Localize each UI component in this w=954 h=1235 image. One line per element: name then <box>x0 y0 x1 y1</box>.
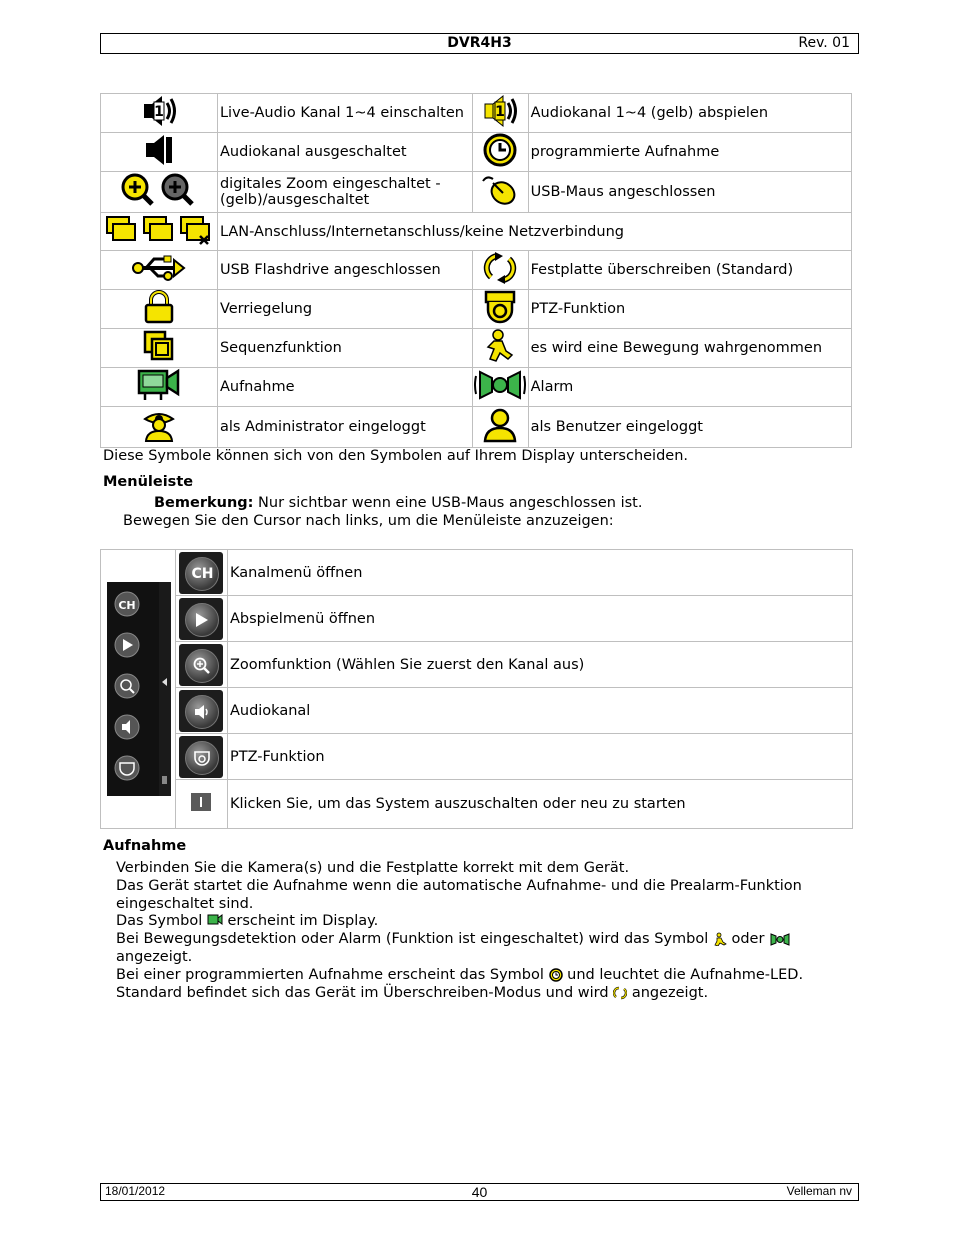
table-row <box>101 251 852 290</box>
icon-label: als Administrator eingeloggt <box>217 407 472 448</box>
icon-label: als Benutzer eingeloggt <box>528 407 851 448</box>
menu-item-label: Kanalmenü öffnen <box>227 550 852 596</box>
icon-label: programmierte Aufnahme <box>528 133 851 172</box>
overwrite-icon <box>472 251 528 290</box>
zoom-icon <box>101 172 218 213</box>
table-row <box>101 734 853 780</box>
table-row <box>101 550 853 596</box>
icon-label: USB Flashdrive angeschlossen <box>217 251 472 290</box>
table-row <box>101 172 852 213</box>
revision-label: Rev. 01 <box>798 35 850 51</box>
text-part: Standard befindet sich das Gerät im Überschreiben-Modus und wird <box>116 985 614 1001</box>
speaker-icon <box>185 695 219 729</box>
table-row <box>101 213 852 251</box>
menu-item-label: Abspielmenü öffnen <box>227 596 852 642</box>
menu-item-label: Zoomfunktion (Wählen Sie zuerst den Kanal aus) <box>227 642 852 688</box>
menu-remark <box>154 495 642 511</box>
menu-item-label: Klicken Sie, um das System auszuschalten oder neu zu starten <box>227 780 852 829</box>
text-part: erscheint im Display. <box>222 913 379 929</box>
icon-label: digitales Zoom eingeschaltet - (gelb)/ausgeschaltet <box>217 172 472 213</box>
menu-item-label: PTZ-Funktion <box>227 734 852 780</box>
text-part: oder <box>726 931 770 947</box>
alarm-icon <box>769 933 791 946</box>
footer-date: 18/01/2012 <box>105 1184 166 1198</box>
record-line: angezeigt. <box>116 949 193 965</box>
table-row <box>101 780 853 829</box>
table-row <box>101 688 853 734</box>
power-button[interactable] <box>175 780 227 829</box>
icon-label: Aufnahme <box>217 368 472 407</box>
table-row <box>101 133 852 172</box>
footer-company: Velleman nv <box>786 1184 852 1198</box>
admin-icon <box>101 407 218 448</box>
zoom-in-icon <box>185 649 219 683</box>
play-icon <box>185 603 219 637</box>
power-icon <box>191 793 211 811</box>
svg-text:1: 1 <box>495 104 505 120</box>
icon-label: USB-Maus angeschlossen <box>528 172 851 213</box>
record-line: Verbinden Sie die Kamera(s) und die Festplatte korrekt mit dem Gerät. <box>116 860 630 876</box>
icon-label: es wird eine Bewegung wahrgenommen <box>528 329 851 368</box>
menu-bar-table <box>100 549 853 829</box>
page-footer <box>100 1183 859 1201</box>
audio-channel-button[interactable] <box>175 688 227 734</box>
icon-label: Verriegelung <box>217 290 472 329</box>
ptz-icon <box>472 290 528 329</box>
icon-label: Audiokanal 1~4 (gelb) abspielen <box>528 94 851 133</box>
record-line: Das Gerät startet die Aufnahme wenn die automatische Aufnahme- und die Prealarm-Funktion <box>116 878 802 894</box>
icon-label: Festplatte überschreiben (Standard) <box>528 251 851 290</box>
icon-legend-table <box>100 93 852 448</box>
icon-label: Audiokanal ausgeschaltet <box>217 133 472 172</box>
playback-menu-button[interactable] <box>175 596 227 642</box>
icon-label: LAN-Anschluss/Internetanschluss/keine Netzverbindung <box>217 213 851 251</box>
page-number: 40 <box>471 1184 488 1200</box>
network-icon <box>101 213 218 251</box>
motion-icon <box>713 932 727 946</box>
lock-icon <box>101 290 218 329</box>
menu-bar-preview <box>101 550 176 829</box>
icon-label: PTZ-Funktion <box>528 290 851 329</box>
usb-flashdrive-icon <box>101 251 218 290</box>
sequence-icon <box>101 329 218 368</box>
alarm-icon <box>472 368 528 407</box>
audio-off-icon <box>101 133 218 172</box>
record-line <box>116 913 378 929</box>
table-row <box>101 642 853 688</box>
motion-icon <box>472 329 528 368</box>
menu-item-label: Audiokanal <box>227 688 852 734</box>
table-row <box>101 368 852 407</box>
text-part: und leuchtet die Aufnahme-LED. <box>562 967 804 983</box>
zoom-button[interactable] <box>175 642 227 688</box>
record-line <box>116 985 708 1001</box>
svg-text:1: 1 <box>154 104 164 120</box>
text-part: Bei einer programmierten Aufnahme erscheint das Symbol <box>116 967 549 983</box>
record-icon <box>207 914 223 928</box>
remark-text: Nur sichtbar wenn eine USB-Maus angeschlossen ist. <box>253 495 643 511</box>
ptz-camera-icon <box>185 741 219 775</box>
page-header <box>100 33 859 54</box>
icon-label: Live-Audio Kanal 1~4 einschalten <box>217 94 472 133</box>
icon-label: Alarm <box>528 368 851 407</box>
menu-instruction: Bewegen Sie den Cursor nach links, um die Menüleiste anzuzeigen: <box>123 513 614 529</box>
sidebar-ch-label: CH <box>118 599 136 612</box>
usb-mouse-icon <box>472 172 528 213</box>
menu-heading: Menüleiste <box>103 474 194 490</box>
scheduled-record-icon <box>472 133 528 172</box>
record-heading: Aufnahme <box>103 838 187 854</box>
remark-label: Bemerkung: <box>154 495 254 511</box>
record-icon <box>101 368 218 407</box>
overwrite-icon <box>613 986 627 1000</box>
record-line <box>116 931 791 947</box>
ptz-button[interactable] <box>175 734 227 780</box>
record-line <box>116 967 803 983</box>
audio-live-icon <box>101 94 218 133</box>
table-row <box>101 407 852 448</box>
table-row <box>101 329 852 368</box>
record-line: eingeschaltet sind. <box>116 896 254 912</box>
text-part: angezeigt. <box>627 985 709 1001</box>
icon-label: Sequenzfunktion <box>217 329 472 368</box>
symbol-note: Diese Symbole können sich von den Symbolen auf Ihrem Display unterscheiden. <box>103 448 689 464</box>
text-part: Das Symbol <box>116 913 207 929</box>
table-row <box>101 94 852 133</box>
text-part: Bei Bewegungsdetektion oder Alarm (Funktion ist eingeschaltet) wird das Symbol <box>116 931 713 947</box>
channel-menu-button[interactable] <box>175 550 227 596</box>
ch-icon: CH <box>185 557 219 591</box>
scheduled-record-icon <box>549 968 563 982</box>
user-icon <box>472 407 528 448</box>
table-row <box>101 596 853 642</box>
table-row <box>101 290 852 329</box>
document-title: DVR4H3 <box>447 35 512 51</box>
audio-channel-yellow-icon <box>472 94 528 133</box>
